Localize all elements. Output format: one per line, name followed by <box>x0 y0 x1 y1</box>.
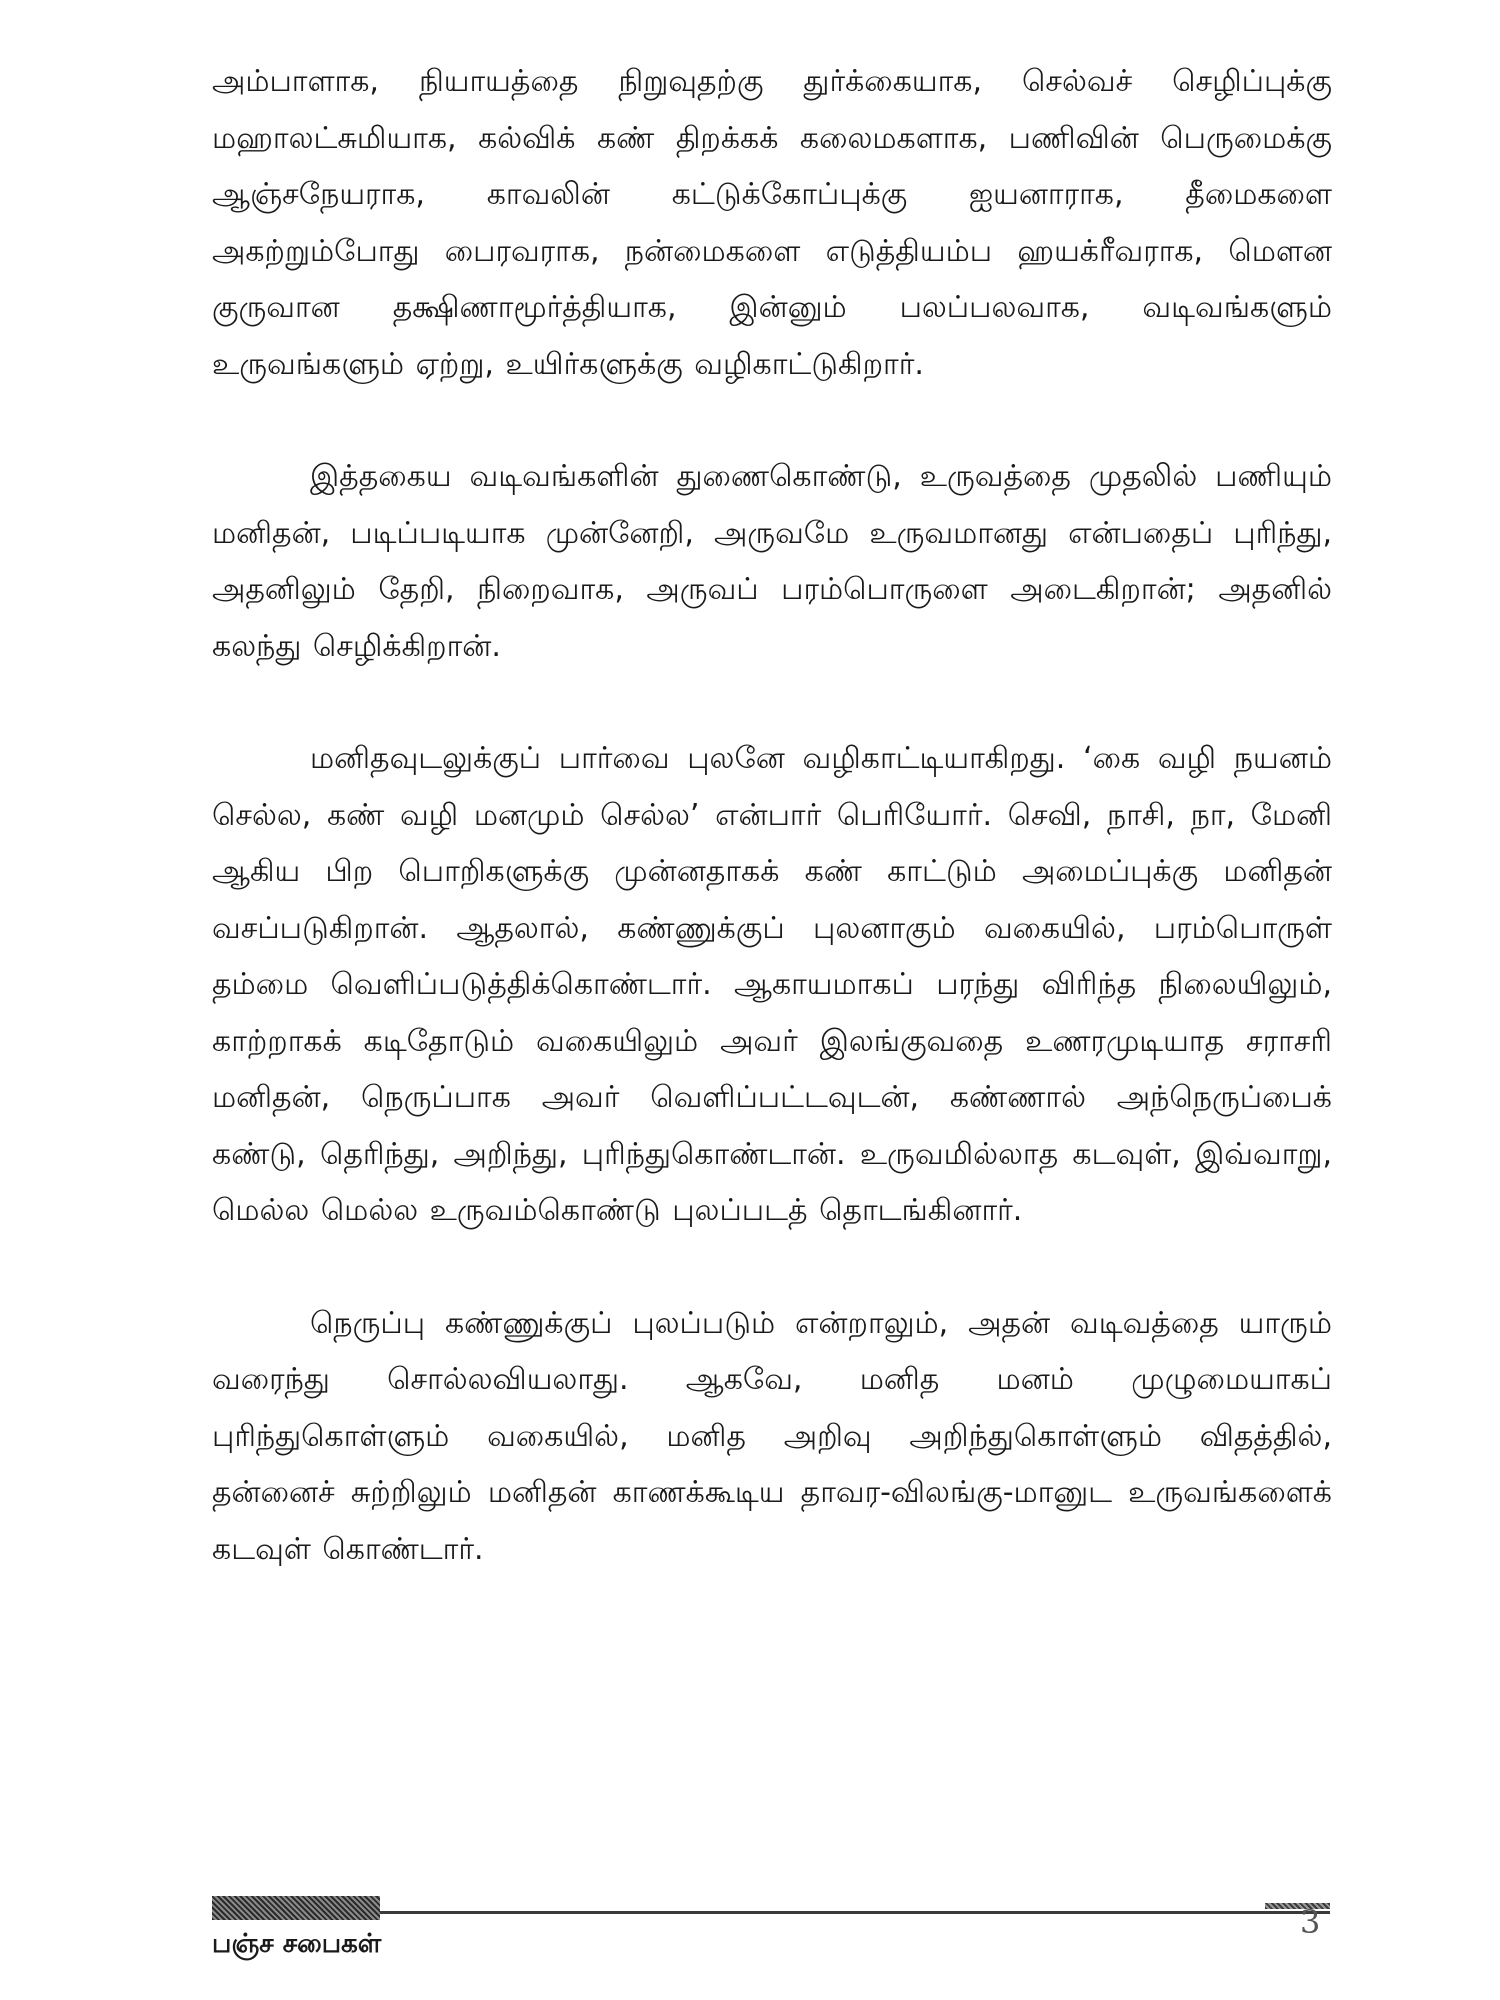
paragraph-3: மனிதவுடலுக்குப் பார்வை புலனே வழிகாட்டியாகிறது. ‘கை வழி நயனம் செல்ல, கண் வழி மனமும் செல்ல’ என்பார் பெரியோர். செவி, நாசி, நா, மேனி ஆகிய பிற பொறிகளுக்கு முன்னதாகக் கண் காட்டும் அமைப்புக்கு மனிதன் வசப்படுகிறான். ஆதலால், கண்ணுக்குப் புலனாகும் வகையில், பரம்பொருள் தம்மை வெளிப்படுத்திக்கொண்டார். ஆகாயமாகப் பரந்து விரிந்த நிலையிலும், காற்றாகக் கடிதோடும் வகையிலும் அவர் இலங்குவதை உணரமுடியாத சராசரி மனிதன், நெருப்பாக அவர் வெளிப்பட்டவுடன், கண்ணால் அந்நெருப்பைக் கண்டு, தெரிந்து, அறிந்து, புரிந்துகொண்டான். உருவமில்லாத கடவுள், இவ்வாறு, மெல்ல மெல்ல உருவம்கொண்டு புலப்படத் தொடங்கினார். <box>212 741 1332 1228</box>
footer-rule <box>380 1911 1330 1914</box>
footer-decorative-bar <box>212 1896 380 1920</box>
page-number: 3 <box>1300 1903 1321 1941</box>
footer-book-title: பஞ்ச சபைகள் <box>212 1929 382 1959</box>
paragraph-2: இத்தகைய வடிவங்களின் துணைகொண்டு, உருவத்தை முதலில் பணியும் மனிதன், படிப்படியாக முன்னேறி, அருவமே உருவமானது என்பதைப் புரிந்து, அதனிலும் தேறி, நிறைவாக, அருவப் பரம்பொருளை அடைகிறான்; அதனில் கலந்து செழிக்கிறான். <box>212 459 1332 664</box>
page-body <box>212 54 1332 1578</box>
paragraph-1: அம்பாளாக, நியாயத்தை நிறுவுதற்கு துர்க்கையாக, செல்வச் செழிப்புக்கு மஹாலட்சுமியாக, கல்விக் கண் திறக்கக் கலைமகளாக, பணிவின் பெருமைக்கு ஆஞ்சநேயராக, காவலின் கட்டுக்கோப்புக்கு ஐயனாராக, தீமைகளை அகற்றும்போது பைரவராக, நன்மைகளை எடுத்தியம்ப ஹயக்ரீவராக, மௌன குருவான தக்ஷிணாமூர்த்தியாக, இன்னும் பலப்பலவாக, வடிவங்களும் உருவங்களும் ஏற்று, உயிர்களுக்கு வழிகாட்டுகிறார். <box>212 64 1332 382</box>
paragraph-4: நெருப்பு கண்ணுக்குப் புலப்படும் என்றாலும், அதன் வடிவத்தை யாரும் வரைந்து சொல்லவியலாது. ஆகவே, மனித மனம் முழுமையாகப் புரிந்துகொள்ளும் வகையில், மனித அறிவு அறிந்துகொள்ளும் விதத்தில், தன்னைச் சுற்றிலும் மனிதன் காணக்கூடிய தாவர-விலங்கு-மானுட உருவங்களைக் கடவுள் கொண்டார். <box>212 1305 1332 1567</box>
